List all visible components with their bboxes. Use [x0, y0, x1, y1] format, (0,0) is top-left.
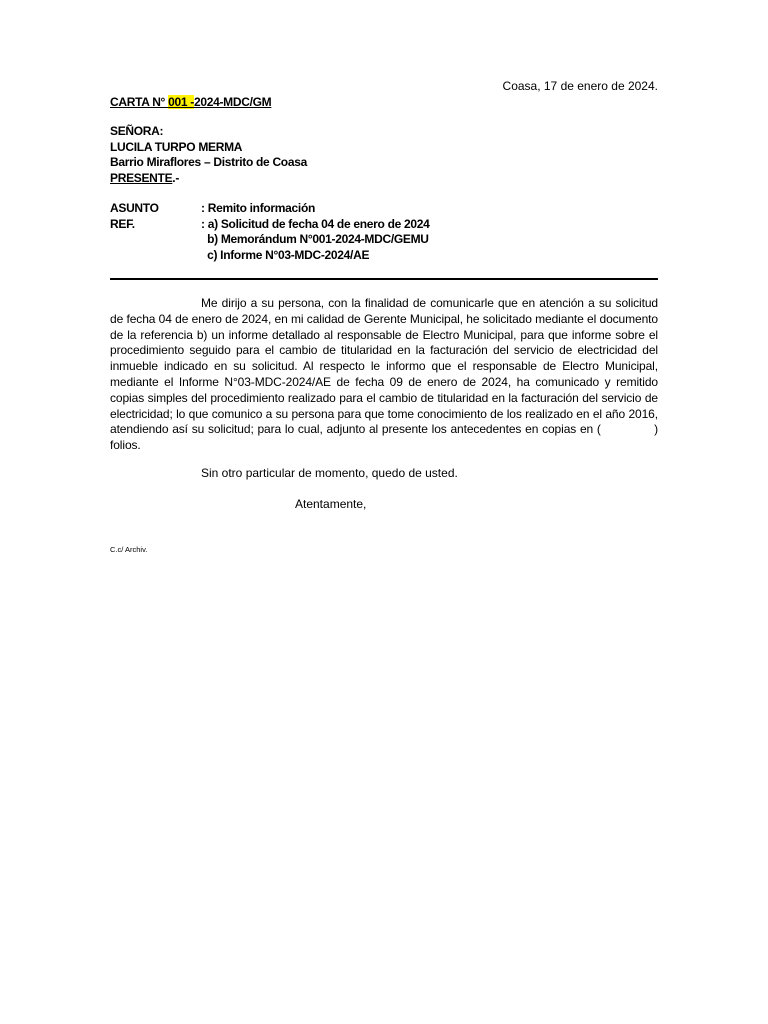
ref-row-b: [110, 232, 430, 248]
addressee-name: LUCILA TURPO MERMA: [110, 139, 243, 154]
horizontal-divider: [110, 278, 658, 280]
salutation: SEÑORA:: [110, 124, 164, 138]
ref-b: b) Memorándum N°001-2024-MDC/GEMU: [201, 232, 429, 246]
letter-body: Me dirijo a su persona, con la finalidad de comunicarle que en atención a su solicitud de fecha 04 de enero de 2024, en mi calidad de Gerente Municipal, he solicitado mediante el documento de la referencia b) un informe detallado al responsable de Electro Municipal, para que informe sobre el procedimiento seguido para el cambio de titularidad en la facturación del servicio de electricidad del inmueble indicado en su solicitud. Al respecto le informo que el responsable de Electro Municipal, mediante el Informe N°03-MDC-2024/AE de fecha 09 de enero de 2024, ha comunicado y remitido copias simples del procedimiento realizado para el cambio de titularidad en la facturación del servicio de electricidad; lo que comunico a su persona para que tome conocimiento de los realizado en el año 2016, atendiendo así su solicitud; para lo cual, adjunto al presente los antecedentes en copias en ( ) folios.: [110, 296, 662, 453]
letter-reference-number: [110, 94, 271, 110]
ref-c: c) Informe N°03-MDC-2024/AE: [201, 247, 370, 262]
ref-row-a: [110, 217, 430, 233]
addressee-address: Barrio Miraflores – Distrito de Coasa: [110, 155, 307, 169]
carta-suffix: 2024-MDC/GM: [193, 95, 272, 109]
presente-suffix: .-: [172, 170, 180, 185]
asunto-row: [110, 201, 430, 217]
subject-reference-block: [110, 201, 430, 263]
letter-date: Coasa, 17 de enero de 2024.: [502, 79, 658, 93]
asunto-value: : Remito información: [201, 201, 316, 215]
carta-number-highlight: 001 -: [168, 95, 194, 109]
closing-line: Sin otro particular de momento, quedo de usted.: [201, 466, 458, 480]
carbon-copy-note: C.c/ Archiv.: [110, 545, 148, 554]
ref-row-c: [110, 248, 430, 264]
ref-label: REF.: [110, 216, 135, 231]
presente-word: PRESENTE: [110, 170, 173, 185]
carta-prefix: CARTA N°: [110, 95, 169, 109]
regards-line: Atentamente,: [295, 497, 367, 511]
addressee-block: [110, 124, 307, 186]
presente-line: [110, 171, 307, 187]
asunto-label: ASUNTO: [110, 201, 159, 215]
ref-a: : a) Solicitud de fecha 04 de enero de 2024: [201, 216, 430, 231]
